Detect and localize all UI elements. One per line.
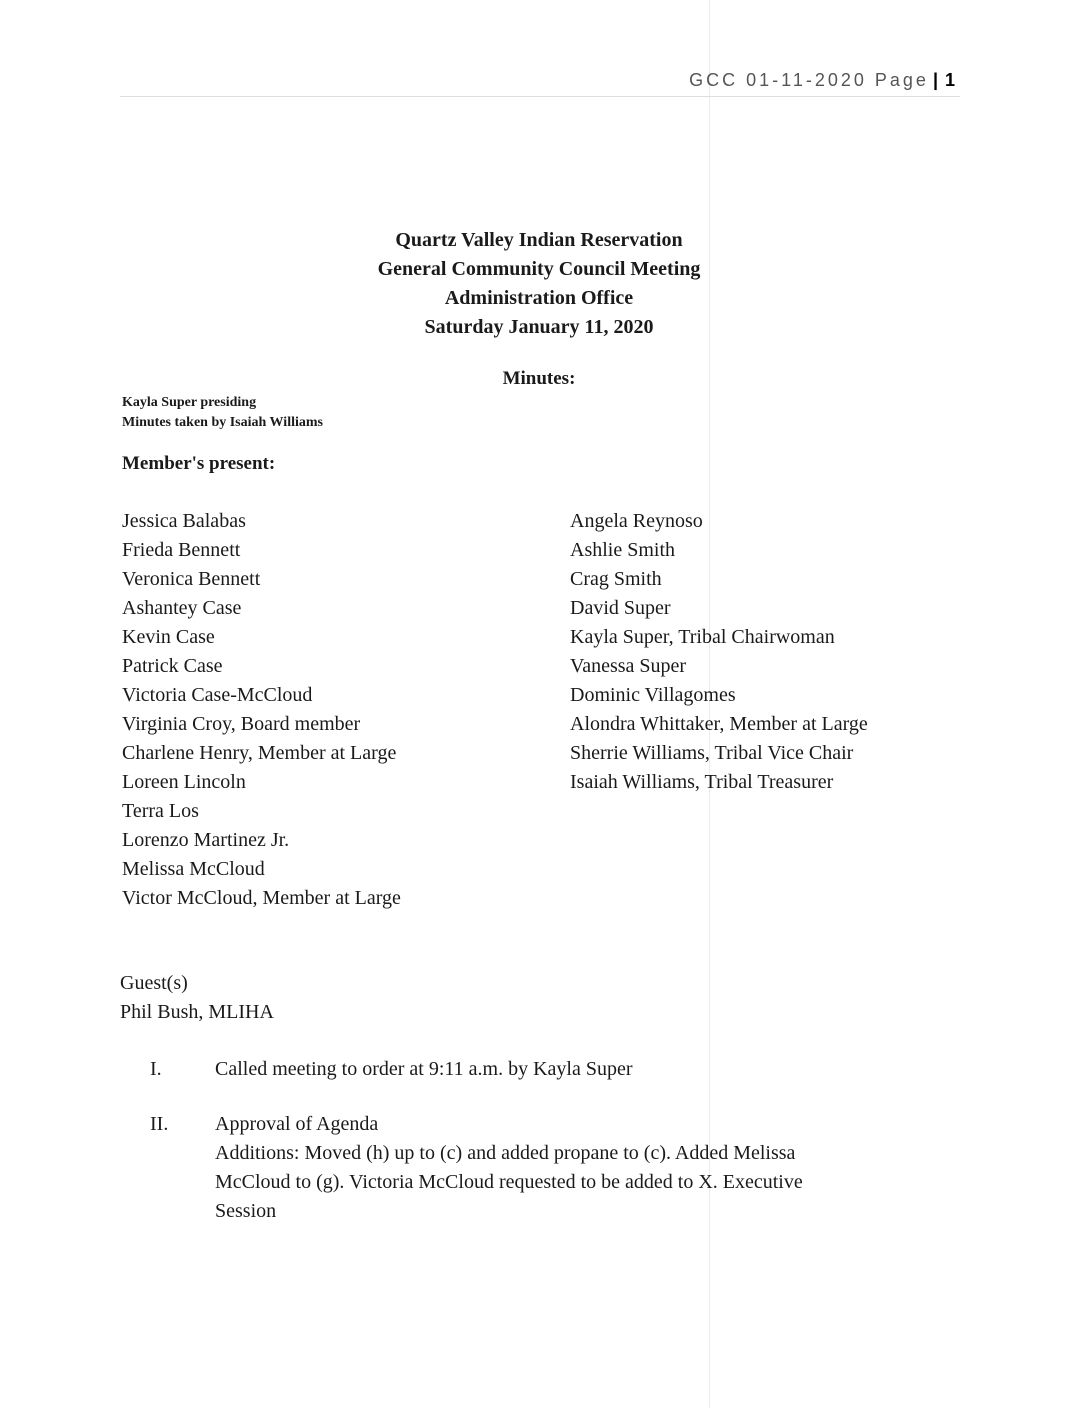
member-name: Patrick Case — [122, 655, 223, 677]
guest-name: Phil Bush, MLIHA — [120, 1001, 274, 1023]
member-name: Loreen Lincoln — [122, 771, 246, 793]
agenda-numeral: II. — [150, 1113, 169, 1135]
member-name: Frieda Bennett — [122, 539, 241, 561]
member-name: Sherrie Williams, Tribal Vice Chair — [570, 742, 854, 764]
page-header — [600, 70, 958, 91]
members-list-right — [570, 507, 868, 797]
member-name: Virginia Croy, Board member — [122, 713, 361, 735]
agenda-line: Approval of Agenda — [215, 1113, 379, 1135]
title-line: General Community Council Meeting — [377, 258, 701, 280]
title-line: Saturday January 11, 2020 — [424, 316, 654, 338]
header-separator: | — [932, 70, 941, 90]
member-name: Kayla Super, Tribal Chairwoman — [570, 626, 835, 648]
member-name: Victoria Case-McCloud — [122, 684, 313, 706]
agenda-line: Additions: Moved (h) up to (c) and added propane to (c). Added Melissa — [215, 1142, 796, 1164]
member-name: Isaiah Williams, Tribal Treasurer — [570, 771, 834, 793]
members-list-left — [122, 507, 401, 913]
member-name: Angela Reynoso — [570, 510, 703, 532]
title-line: Administration Office — [444, 287, 634, 309]
title-block — [0, 226, 1078, 342]
header-doc-code: GCC 01-11-2020 Page — [689, 70, 929, 90]
agenda-body — [215, 1055, 935, 1084]
agenda-line: McCloud to (g). Victoria McCloud requested to be added to X. Executive — [215, 1171, 803, 1193]
title-line: Quartz Valley Indian Reservation — [395, 229, 683, 251]
member-name: Lorenzo Martinez Jr. — [122, 829, 290, 851]
header-rule — [120, 96, 960, 97]
guests-heading: Guest(s) — [120, 972, 188, 994]
member-name: Jessica Balabas — [122, 510, 246, 532]
minutes-taker-line: Minutes taken by Isaiah Williams — [122, 415, 323, 430]
minutes-heading: Minutes: — [502, 368, 576, 389]
presiding-line: Kayla Super presiding — [122, 395, 257, 410]
agenda-numeral: I. — [150, 1058, 162, 1080]
presiding-info — [122, 393, 323, 433]
header-page-number: 1 — [944, 70, 958, 90]
agenda-body — [215, 1110, 935, 1226]
member-name: Vanessa Super — [570, 655, 687, 677]
member-name: Charlene Henry, Member at Large — [122, 742, 397, 764]
member-name: Dominic Villagomes — [570, 684, 736, 706]
guests-section — [120, 969, 274, 1027]
member-name: Kevin Case — [122, 626, 215, 648]
member-name: Alondra Whittaker, Member at Large — [570, 713, 868, 735]
member-name: Crag Smith — [570, 568, 662, 590]
members-heading: Member's present: — [122, 453, 276, 474]
member-name: Terra Los — [122, 800, 199, 822]
member-name: Veronica Bennett — [122, 568, 261, 590]
member-name: David Super — [570, 597, 671, 619]
member-name: Ashantey Case — [122, 597, 242, 619]
member-name: Melissa McCloud — [122, 858, 265, 880]
member-name: Victor McCloud, Member at Large — [122, 887, 401, 909]
agenda-line: Called meeting to order at 9:11 a.m. by Kayla Super — [215, 1058, 633, 1080]
member-name: Ashlie Smith — [570, 539, 676, 561]
agenda-line: Session — [215, 1200, 277, 1222]
